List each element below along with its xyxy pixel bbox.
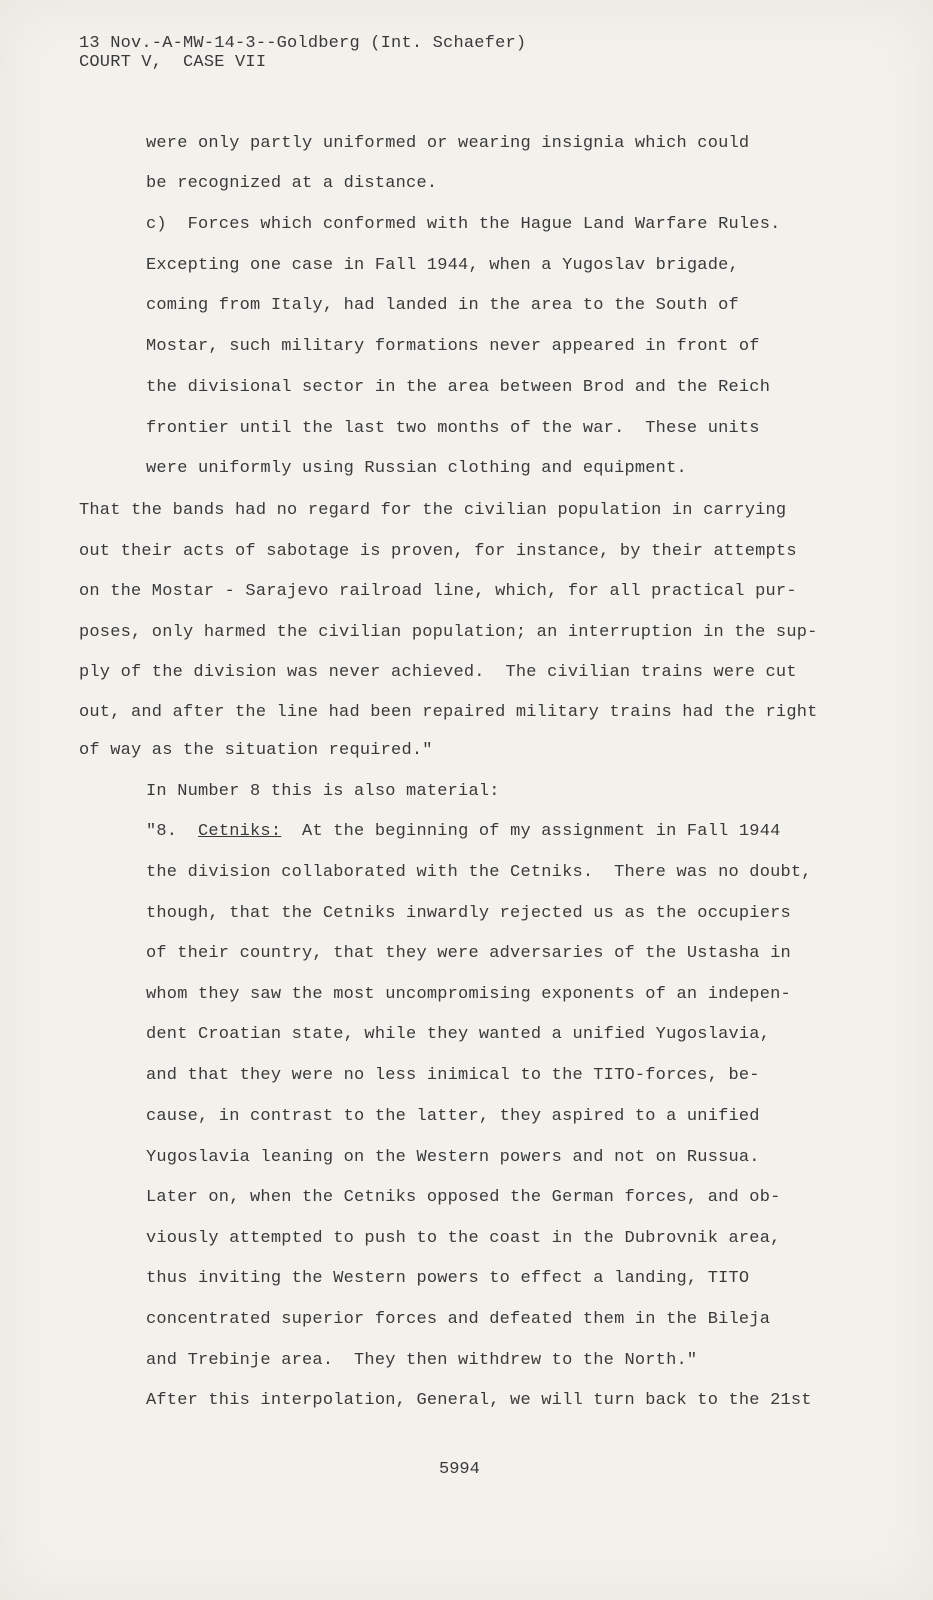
text-line: ply of the division was never achieved. The civilian trains were cut [79,663,797,682]
text-line: Yugoslavia leaning on the Western powers and not on Russua. [146,1148,760,1167]
text-line: c) Forces which conformed with the Hague Land Warfare Rules. [146,215,781,234]
header-line-1: 13 Nov.-A-MW-14-3--Goldberg (Int. Schaefer) [79,34,527,53]
text-line: In Number 8 this is also material: [146,782,500,801]
text-line: Later on, when the Cetniks opposed the German forces, and ob- [146,1188,781,1207]
text-line: whom they saw the most uncompromising exponents of an indepen- [146,985,791,1004]
page-number: 5994 [439,1460,480,1479]
cetniks-heading: Cetniks: [198,822,282,841]
item-number: "8. [146,822,199,841]
header-line-2: COURT V, CASE VII [79,53,267,72]
text-line: dent Croatian state, while they wanted a unified Yugoslavia, [146,1025,771,1044]
text-line: After this interpolation, General, we will turn back to the 21st [146,1391,812,1410]
text-line: were uniformly using Russian clothing and equipment. [146,459,687,478]
text-line: though, that the Cetniks inwardly rejected us as the occupiers [146,904,791,923]
text-line: and Trebinje area. They then withdrew to the North." [146,1351,698,1370]
text-line: Excepting one case in Fall 1944, when a Yugoslav brigade, [146,256,739,275]
text-line: frontier until the last two months of the war. These units [146,419,760,438]
text-line: concentrated superior forces and defeated them in the Bileja [146,1310,771,1329]
text-line: That the bands had no regard for the civilian population in carrying [79,501,787,520]
text-line: cause, in contrast to the latter, they aspired to a unified [146,1107,760,1126]
text-line: out their acts of sabotage is proven, for instance, by their attempts [79,542,797,561]
text-line: Mostar, such military formations never appeared in front of [146,337,760,356]
text-line: on the Mostar - Sarajevo railroad line, which, for all practical pur- [79,582,797,601]
text-line: were only partly uniformed or wearing insignia which could [146,134,750,153]
text-line: of their country, that they were adversaries of the Ustasha in [146,944,791,963]
text-line: viously attempted to push to the coast in the Dubrovnik area, [146,1229,781,1248]
text-line: poses, only harmed the civilian population; an interruption in the sup- [79,623,818,642]
text-line: be recognized at a distance. [146,174,438,193]
text-line: of way as the situation required." [79,741,433,760]
text-line: thus inviting the Western powers to effect a landing, TITO [146,1269,750,1288]
text-line: and that they were no less inimical to the TITO-forces, be- [146,1066,760,1085]
text-line-cetniks [146,822,781,842]
text-line: the division collaborated with the Cetniks. There was no doubt, [146,863,812,882]
text-line: out, and after the line had been repaired military trains had the right [79,703,818,722]
text-line: coming from Italy, had landed in the area to the South of [146,296,739,315]
text-segment: At the beginning of my assignment in Fall 1944 [281,822,781,841]
text-line: the divisional sector in the area between Brod and the Reich [146,378,771,397]
